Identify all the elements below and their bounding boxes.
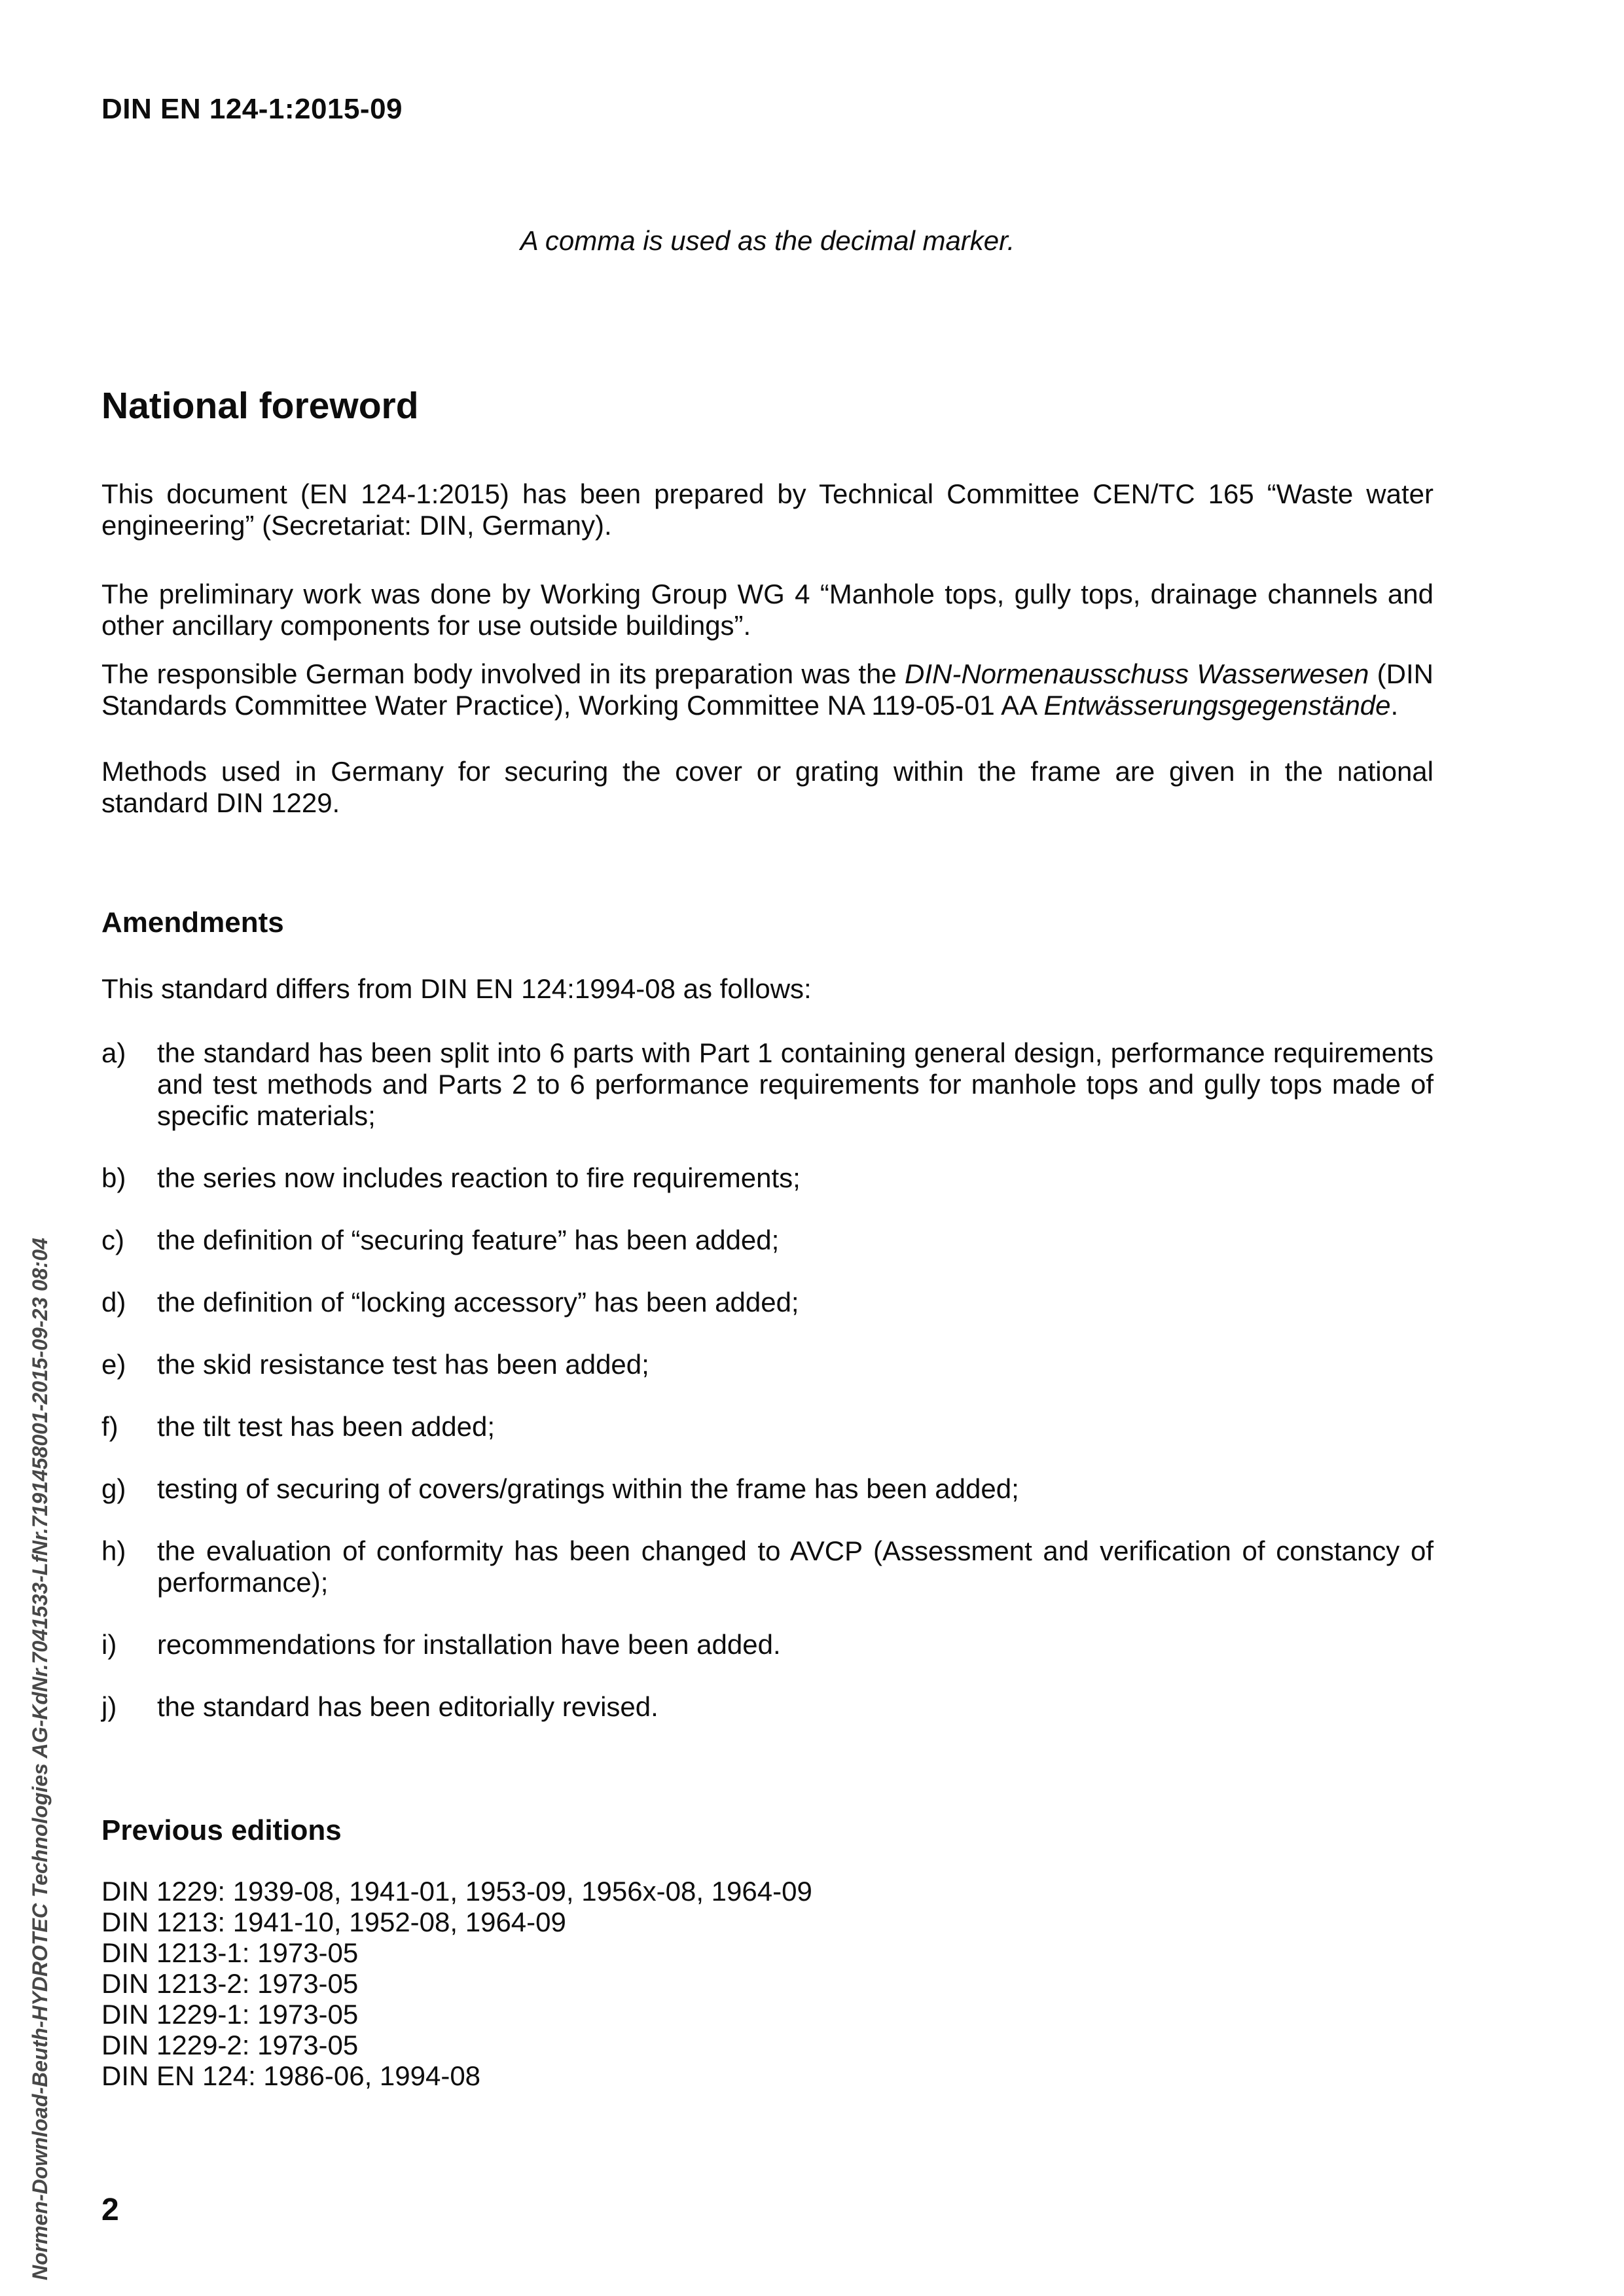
item-label: j) [101,1691,117,1722]
previous-edition-entry: DIN 1213: 1941-10, 1952-08, 1964-09 [101,1907,566,1937]
amendment-item-c [101,1225,1434,1256]
item-label: a) [101,1037,126,1068]
amendment-item-e [101,1349,1434,1380]
page-title: National foreword [101,385,419,427]
item-label: g) [101,1473,126,1504]
amendment-item-g [101,1473,1434,1505]
item-text: the tilt test has been added; [157,1411,496,1442]
amendment-item-h [101,1535,1434,1598]
german-body-name: DIN-Normenausschuss Wasserwesen [905,658,1369,689]
item-label: c) [101,1225,124,1255]
previous-edition-entry: DIN 1229-2: 1973-05 [101,2030,359,2060]
item-label: i) [101,1629,117,1660]
german-committee-name: Entwässerungsgegenstände [1043,690,1391,721]
item-label: f) [101,1411,118,1442]
paragraph-prepared-by: This document (EN 124-1:2015) has been prepared by Technical Committee CEN/TC 165 “Waste water engineering” (Secretariat: DIN, Germany). [101,478,1434,541]
previous-edition-entry: DIN 1229: 1939-08, 1941-01, 1953-09, 1956x-08, 1964-09 [101,1876,812,1907]
previous-edition-entry: DIN 1229-1: 1973-05 [101,1999,359,2030]
item-text: recommendations for installation have been added. [157,1629,781,1660]
amendment-item-b [101,1162,1434,1194]
paragraph-text: (DIN Standards Committee Water Practice), Working Committee NA 119-05-01 AA [101,658,1434,721]
amendment-item-f [101,1411,1434,1443]
item-text: the definition of “securing feature” has been added; [157,1225,780,1255]
paragraph-preliminary-work: The preliminary work was done by Working Group WG 4 “Manhole tops, gully tops, drainage channels and other ancillary components for use outside buildings”. [101,579,1434,641]
item-label: b) [101,1162,126,1193]
item-text: the skid resistance test has been added; [157,1349,649,1380]
paragraph-securing-methods: Methods used in Germany for securing the cover or grating within the frame are given in the national standard DIN 1229. [101,756,1434,818]
item-label: h) [101,1535,126,1566]
previous-editions-heading: Previous editions [101,1814,342,1846]
decimal-marker-note: A comma is used as the decimal marker. [520,225,1015,256]
amendment-item-d [101,1287,1434,1318]
item-text: the definition of “locking accessory” has been added; [157,1287,799,1318]
item-label: d) [101,1287,126,1318]
item-text: the standard has been editorially revised. [157,1691,659,1722]
amendment-item-i [101,1629,1434,1660]
download-watermark-text: Normen-Download-Beuth-HYDROTEC Technologies AG-KdNr.7041533-LfNr.7191458001-2015-09-23 08:04 [28,1238,52,2280]
paragraph-responsible-body [101,658,1434,721]
amendments-intro: This standard differs from DIN EN 124:1994-08 as follows: [101,973,812,1004]
previous-edition-entry: DIN EN 124: 1986-06, 1994-08 [101,2060,481,2091]
amendment-item-a [101,1037,1434,1132]
amendments-heading: Amendments [101,906,284,939]
page-number: 2 [101,2193,119,2227]
amendments-list [101,1037,1434,1753]
item-text: testing of securing of covers/gratings within the frame has been added; [157,1473,1019,1504]
paragraph-text: The responsible German body involved in its preparation was the [101,658,905,689]
previous-editions-list [101,1876,1434,2091]
item-label: e) [101,1349,126,1380]
item-text: the evaluation of conformity has been changed to AVCP (Assessment and verification of constancy of performance); [157,1535,1434,1598]
previous-edition-entry: DIN 1213-2: 1973-05 [101,1968,359,1999]
amendment-item-j [101,1691,1434,1723]
paragraph-text: . [1390,690,1399,721]
previous-edition-entry: DIN 1213-1: 1973-05 [101,1937,359,1968]
standard-number-header: DIN EN 124-1:2015-09 [101,93,403,125]
item-text: the series now includes reaction to fire requirements; [157,1162,801,1193]
item-text: the standard has been split into 6 parts with Part 1 containing general design, performance requirements and test methods and Parts 2 to 6 performance requirements for manhole tops and gully tops made of specific materials; [157,1037,1434,1131]
